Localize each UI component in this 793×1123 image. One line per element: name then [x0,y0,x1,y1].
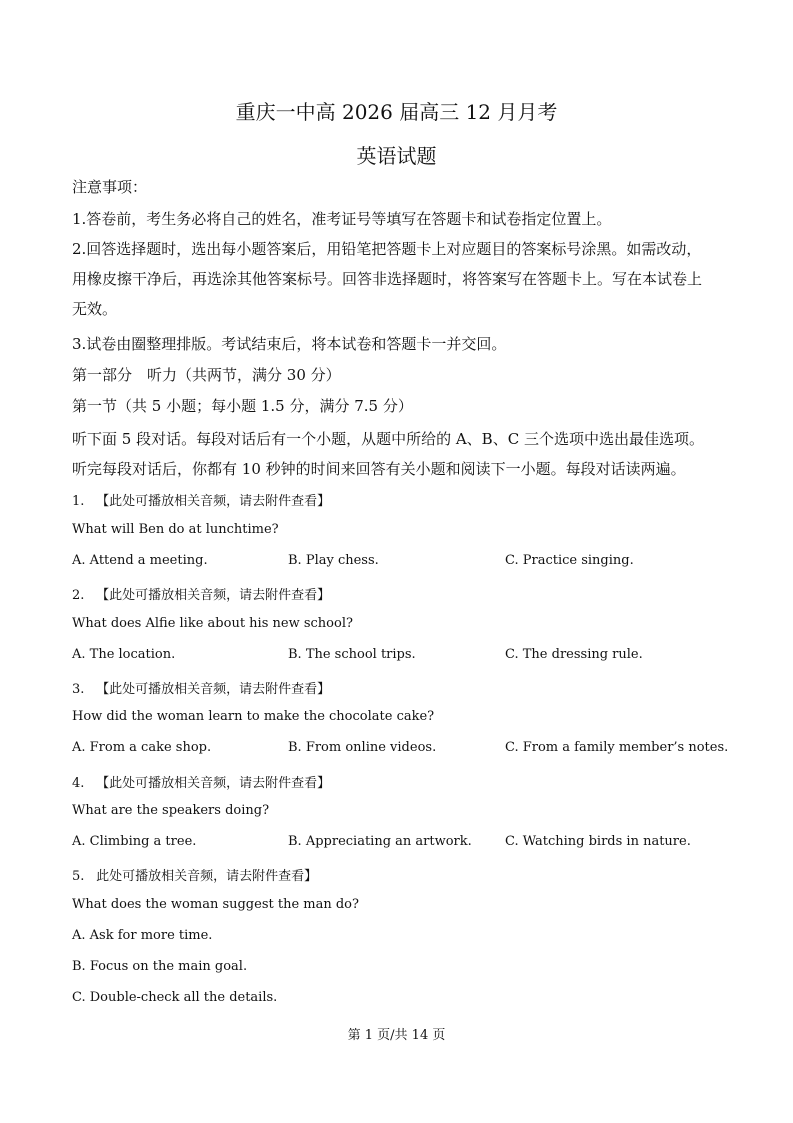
question-number: 5. [72,869,85,884]
option-c: C. The dressing rule. [505,647,643,662]
instruction-item-2-line-2: 用橡皮擦干净后，再选涂其他答案标号。回答非选择题时，将答案写在答题卡上。写在本试卷上 [72,270,703,288]
option-a: A. From a cake shop. [72,740,212,755]
exam-title: 重庆一中高 2026 届高三 12 月月考 [235,100,558,124]
instruction-item-2-line-3: 无效。 [72,300,118,318]
directions-line-1: 听下面 5 段对话。每段对话后有一个小题，从题中所给的 A、B、C 三个选项中选出最佳选项。 [72,430,704,448]
question-prompt: What does Alfie like about his new school? [72,616,353,631]
instruction-item-1: 1.答卷前，考生务必将自己的姓名，准考证号等填写在答题卡和试卷指定位置上。 [72,210,612,228]
instruction-item-2-line-1: 2.回答选择题时，选出每小题答案后，用铅笔把答题卡上对应题目的答案标号涂黑。如需改动， [72,240,702,258]
question-number: 1. [72,494,85,509]
audio-placeholder[interactable] [72,772,330,791]
audio-note: 【此处可播放相关音频，请去附件查看】 [96,588,331,603]
option-b: B. Appreciating an artwork. [288,834,472,849]
question-prompt: What does the woman suggest the man do? [72,897,359,912]
audio-placeholder[interactable] [72,584,330,603]
audio-note: 【此处可播放相关音频，请去附件查看】 [96,494,331,509]
audio-note: 【此处可播放相关音频，请去附件查看】 [96,776,331,791]
option-a: A. The location. [72,647,176,662]
option-c: C. Double-check all the details. [72,990,278,1005]
part-heading: 第一部分 听力（共两节，满分 30 分） [72,366,341,384]
option-a: A. Ask for more time. [72,928,213,943]
question-prompt: What are the speakers doing? [72,803,270,818]
option-c: C. Practice singing. [505,553,634,568]
directions-line-2: 听完每段对话后，你都有 10 秒钟的时间来回答有关小题和阅读下一小题。每段对话读两遍。 [72,460,686,478]
section-heading: 第一节（共 5 小题；每小题 1.5 分，满分 7.5 分） [72,397,413,415]
audio-placeholder[interactable] [72,865,317,884]
option-b: B. The school trips. [288,647,416,662]
option-c: C. Watching birds in nature. [505,834,691,849]
option-a: A. Climbing a tree. [72,834,197,849]
page-number: 第 1 页/共 14 页 [347,1028,446,1043]
instruction-item-3: 3.试卷由圈整理排版。考试结束后，将本试卷和答题卡一并交回。 [72,335,507,353]
option-b: B. Play chess. [288,553,379,568]
question-prompt: How did the woman learn to make the chocolate cake? [72,709,435,724]
option-c: C. From a family member’s notes. [505,740,729,755]
question-number: 2. [72,588,85,603]
option-a: A. Attend a meeting. [72,553,208,568]
option-b: B. From online videos. [288,740,437,755]
question-number: 4. [72,776,85,791]
audio-note: 此处可播放相关音频，请去附件查看】 [96,869,318,884]
option-b: B. Focus on the main goal. [72,959,248,974]
exam-subtitle: 英语试题 [356,144,437,168]
audio-placeholder[interactable] [72,490,330,509]
audio-placeholder[interactable] [72,678,330,697]
instructions-heading: 注意事项： [72,178,148,196]
question-prompt: What will Ben do at lunchtime? [72,522,279,537]
audio-note: 【此处可播放相关音频，请去附件查看】 [96,682,331,697]
question-number: 3. [72,682,85,697]
